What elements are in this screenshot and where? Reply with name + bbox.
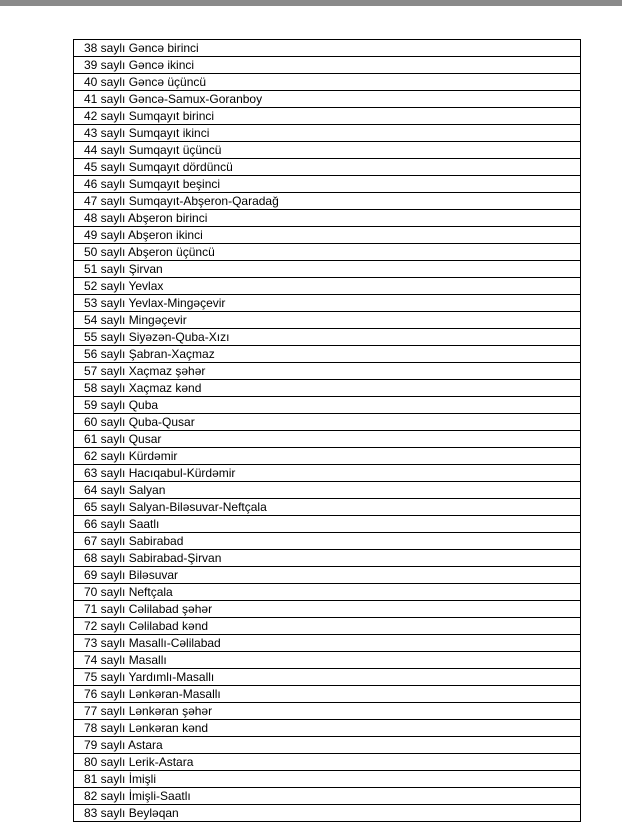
table-row	[74, 703, 581, 720]
table-row	[74, 74, 581, 91]
table-row	[74, 363, 581, 380]
top-border-bar	[0, 0, 622, 6]
district-cell: 81 saylı İmişli	[74, 771, 581, 788]
district-cell: 38 saylı Gəncə birinci	[74, 40, 581, 57]
table-row	[74, 584, 581, 601]
district-cell: 71 saylı Cəlilabad şəhər	[74, 601, 581, 618]
district-cell: 44 saylı Sumqayıt üçüncü	[74, 142, 581, 159]
district-cell: 65 saylı Salyan-Biləsuvar-Neftçala	[74, 499, 581, 516]
district-table	[73, 39, 581, 822]
table-row	[74, 737, 581, 754]
district-cell: 58 saylı Xaçmaz kənd	[74, 380, 581, 397]
table-row	[74, 754, 581, 771]
table-row	[74, 329, 581, 346]
district-cell: 53 saylı Yevlax-Mingəçevir	[74, 295, 581, 312]
district-cell: 39 saylı Gəncə ikinci	[74, 57, 581, 74]
table-row	[74, 465, 581, 482]
district-cell: 42 saylı Sumqayıt birinci	[74, 108, 581, 125]
table-row	[74, 312, 581, 329]
district-cell: 59 saylı Quba	[74, 397, 581, 414]
table-row	[74, 261, 581, 278]
table-row	[74, 159, 581, 176]
district-cell: 62 saylı Kürdəmir	[74, 448, 581, 465]
table-row	[74, 176, 581, 193]
table-row	[74, 142, 581, 159]
table-row	[74, 720, 581, 737]
district-cell: 77 saylı Lənkəran şəhər	[74, 703, 581, 720]
table-row	[74, 210, 581, 227]
table-row	[74, 516, 581, 533]
table-row	[74, 448, 581, 465]
district-cell: 72 saylı Cəlilabad kənd	[74, 618, 581, 635]
district-cell: 55 saylı Siyəzən-Quba-Xızı	[74, 329, 581, 346]
district-cell: 68 saylı Sabirabad-Şirvan	[74, 550, 581, 567]
district-cell: 64 saylı Salyan	[74, 482, 581, 499]
table-row	[74, 414, 581, 431]
table-row	[74, 380, 581, 397]
document-page	[73, 39, 581, 822]
table-row	[74, 244, 581, 261]
table-row	[74, 278, 581, 295]
table-row	[74, 635, 581, 652]
table-row	[74, 788, 581, 805]
table-row	[74, 652, 581, 669]
district-cell: 51 saylı Şirvan	[74, 261, 581, 278]
table-row	[74, 91, 581, 108]
district-cell: 49 saylı Abşeron ikinci	[74, 227, 581, 244]
district-cell: 56 saylı Şabran-Xaçmaz	[74, 346, 581, 363]
district-cell: 82 saylı İmişli-Saatlı	[74, 788, 581, 805]
district-cell: 52 saylı Yevlax	[74, 278, 581, 295]
district-cell: 74 saylı Masallı	[74, 652, 581, 669]
district-cell: 50 saylı Abşeron üçüncü	[74, 244, 581, 261]
district-cell: 76 saylı Lənkəran-Masallı	[74, 686, 581, 703]
table-row	[74, 669, 581, 686]
district-cell: 80 saylı Lerik-Astara	[74, 754, 581, 771]
table-row	[74, 295, 581, 312]
district-cell: 66 saylı Saatlı	[74, 516, 581, 533]
district-cell: 78 saylı Lənkəran kənd	[74, 720, 581, 737]
district-cell: 40 saylı Gəncə üçüncü	[74, 74, 581, 91]
district-cell: 46 saylı Sumqayıt beşinci	[74, 176, 581, 193]
district-cell: 48 saylı Abşeron birinci	[74, 210, 581, 227]
district-cell: 83 saylı Beyləqan	[74, 805, 581, 822]
table-row	[74, 550, 581, 567]
district-cell: 57 saylı Xaçmaz şəhər	[74, 363, 581, 380]
table-row	[74, 618, 581, 635]
table-row	[74, 686, 581, 703]
district-cell: 67 saylı Sabirabad	[74, 533, 581, 550]
table-row	[74, 108, 581, 125]
table-row	[74, 499, 581, 516]
table-row	[74, 193, 581, 210]
district-cell: 41 saylı Gəncə-Samux-Goranboy	[74, 91, 581, 108]
district-cell: 47 saylı Sumqayıt-Abşeron-Qaradağ	[74, 193, 581, 210]
district-table-body	[74, 40, 581, 822]
table-row	[74, 771, 581, 788]
district-cell: 73 saylı Masallı-Cəlilabad	[74, 635, 581, 652]
table-row	[74, 482, 581, 499]
table-row	[74, 601, 581, 618]
table-row	[74, 346, 581, 363]
district-cell: 61 saylı Qusar	[74, 431, 581, 448]
district-cell: 45 saylı Sumqayıt dördüncü	[74, 159, 581, 176]
district-cell: 63 saylı Hacıqabul-Kürdəmir	[74, 465, 581, 482]
table-row	[74, 533, 581, 550]
district-cell: 54 saylı Mingəçevir	[74, 312, 581, 329]
table-row	[74, 227, 581, 244]
table-row	[74, 397, 581, 414]
district-cell: 79 saylı Astara	[74, 737, 581, 754]
table-row	[74, 431, 581, 448]
table-row	[74, 125, 581, 142]
table-row	[74, 57, 581, 74]
district-cell: 69 saylı Biləsuvar	[74, 567, 581, 584]
table-row	[74, 567, 581, 584]
table-row	[74, 40, 581, 57]
district-cell: 70 saylı Neftçala	[74, 584, 581, 601]
district-cell: 75 saylı Yardımlı-Masallı	[74, 669, 581, 686]
district-cell: 60 saylı Quba-Qusar	[74, 414, 581, 431]
district-cell: 43 saylı Sumqayıt ikinci	[74, 125, 581, 142]
